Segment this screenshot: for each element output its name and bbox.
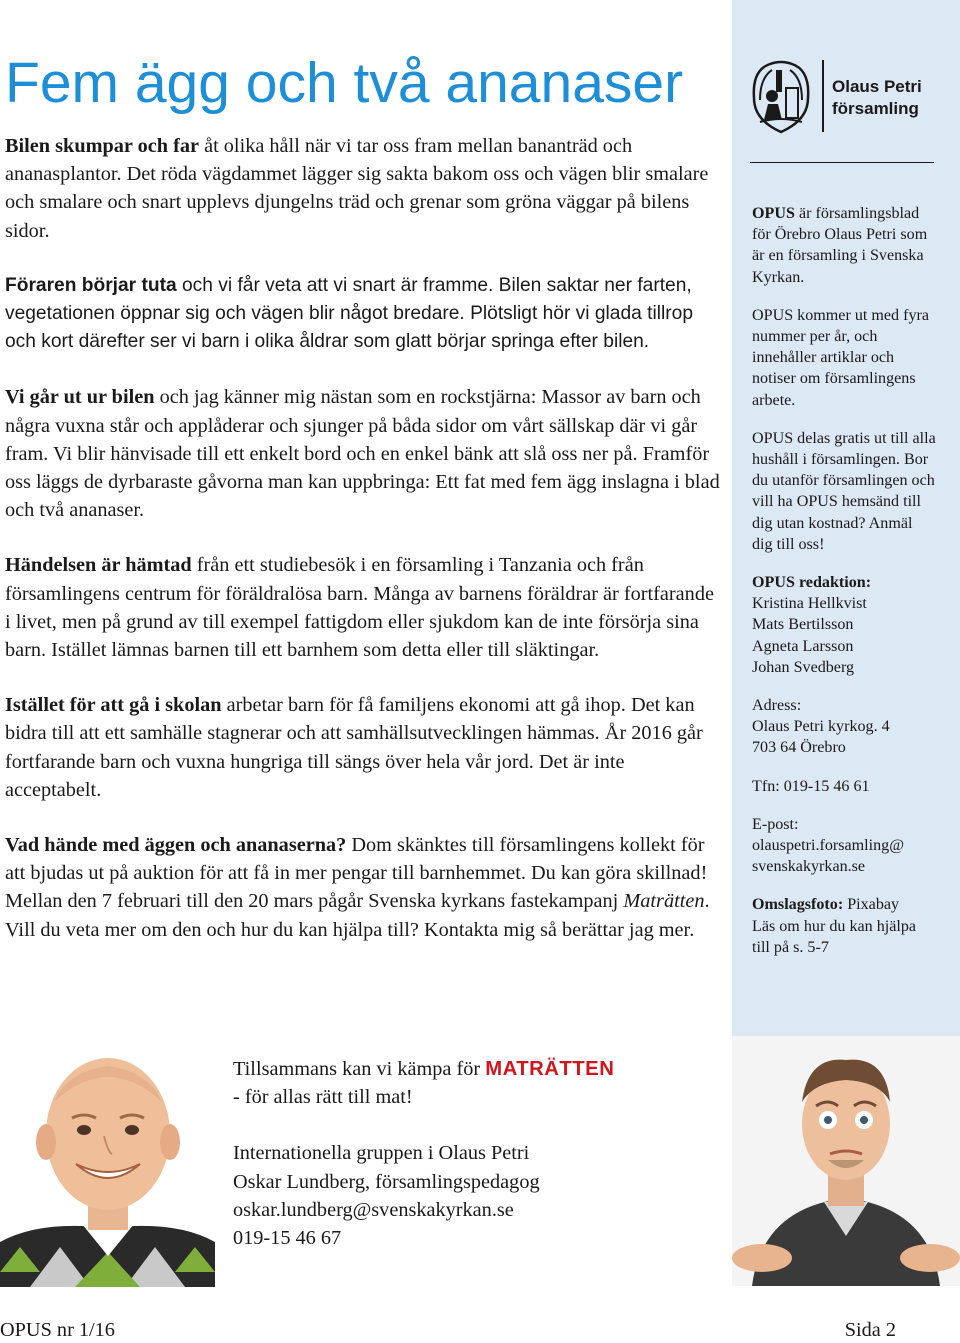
contact-block <box>233 1055 713 1252</box>
sidebar-divider <box>750 162 934 163</box>
logo-divider <box>822 60 824 132</box>
page-title: Fem ägg och två ananaser <box>5 51 684 115</box>
parish-name: Olaus Petri församling <box>832 77 922 118</box>
portrait-photo-smiling-man <box>0 1032 215 1287</box>
editor-name: Mats Bertilsson <box>752 616 854 634</box>
sidebar-issues: OPUS kommer ut med fyra nummer per år, och innehåller artiklar och notiser om församlingens arbete. <box>752 306 930 409</box>
parish-logo <box>748 58 940 138</box>
article-paragraph: Föraren börjar tuta och vi får veta att vi snart är framme. Bilen saktar ner farten, vegetationen öppnar sig och vägen blir något bredare. Plötsligt hör vi glada tillrop och kort därefter ser vi barn i olika åldrar som glatt börjar springa efter bilen. <box>5 274 693 353</box>
matratten-logo: MATRÄTTEN <box>485 1058 615 1080</box>
sidebar-email: E-post: olauspetri.forsamling@ svenskakyrkan.se <box>752 815 905 876</box>
sidebar-distribution: OPUS delas gratis ut till alla hushåll i församlingen. Bor du utanför församlingen och vill ha OPUS hemsänd till dig utan kostnad? Anmäl dig till oss! <box>752 429 936 553</box>
sidebar-editorial <box>752 572 936 678</box>
parish-emblem-icon <box>748 58 814 136</box>
portrait-photo-shrugging-man <box>732 1036 960 1286</box>
sidebar-phone: Tfn: 019-15 46 61 <box>752 777 870 795</box>
article-paragraph: Istället för att gå i skolan arbetar barn för få familjens ekonomi att gå ihop. Det kan bidra till att ett samhälle stagnerar och att samhällsutvecklingen hämmas. År 2016 går fortfarande barn och vuxna hungriga till sängs över hela vår jord. Det är inte acceptabelt. <box>5 694 703 801</box>
spacer <box>233 1111 713 1139</box>
article-paragraph: Vad hände med äggen och ananaserna? Dom skänktes till församlingens kollekt för att bjudas ut på auktion för att få in mer pengar till barnhemmet. Du kan göra skillnad! Mellan den 7 februari till den 20 mars pågår Svenska kyrkans fastekampanj Maträtten. Vill du veta mer om den och hur du kan hjälpa till? Kontakta mig så berättar jag mer. <box>5 834 710 941</box>
article-paragraph: Vi går ut ur bilen och jag känner mig nästan som en rockstjärna: Massor av barn och några vuxna står och applåderar och sjunger på båda sidor om vårt sällskap där vi går fram. Vi blir hänvisade till ett enkelt bord och en enkel bänk att slå oss ner på. Framför oss läggs de dyrbaraste gåvorna man kan uppbringa: Ett fat med fem ägg inslagna i blad och två ananaser. <box>5 386 720 522</box>
article-paragraph: Bilen skumpar och far åt olika håll när vi tar oss fram mellan bananträd och ananasplantor. Det röda vägdammet lägger sig sakta bakom oss och vägen blir smalare och smalare och snart upplevs djungelns träd och grenar som gröna väggar på bilens sidor. <box>5 135 709 242</box>
footer-page-number: Sida 2 <box>844 1319 896 1341</box>
article-paragraph: Händelsen är hämtad från ett studiebesök i en församling i Tanzania och från församlingens centrum för föräldralösa barn. Många av barnens föräldrar är fortfarande i livet, men på grund av till exempel fattigdom eller sjukdom kan de inte försörja sina barn. Istället lämnas barnen till ett barnhem som detta eller till släktingar. <box>5 554 714 662</box>
contact-phone: 019-15 46 67 <box>233 1227 342 1250</box>
sidebar-intro: OPUS är församlingsblad för Örebro Olaus Petri som är en församling i Svenska Kyrkan. <box>752 205 928 286</box>
sidebar-cover: Omslagsfoto: Pixabay Läs om hur du kan hjälpa till på s. 5-7 <box>752 896 917 956</box>
editor-name: Agneta Larsson <box>752 637 854 655</box>
footer-issue: OPUS nr 1/16 <box>0 1319 115 1341</box>
editor-name: Kristina Hellkvist <box>752 595 867 613</box>
sidebar-address: Adress: Olaus Petri kyrkog. 4 703 64 Örebro <box>752 697 890 757</box>
contact-person: Oskar Lundberg, församlingspedagog <box>233 1170 540 1193</box>
contact-group: Internationella gruppen i Olaus Petri <box>233 1142 530 1165</box>
article-body <box>5 132 723 971</box>
sidebar-info <box>752 203 936 975</box>
editorial-heading: OPUS redaktion: <box>752 574 872 592</box>
contact-email: oskar.lundberg@svenskakyrkan.se <box>233 1198 514 1221</box>
campaign-line: Tillsammans kan vi kämpa för MATRÄTTEN <box>233 1058 615 1080</box>
editor-name: Johan Svedberg <box>752 658 855 676</box>
campaign-slogan: - för allas rätt till mat! <box>233 1086 413 1109</box>
